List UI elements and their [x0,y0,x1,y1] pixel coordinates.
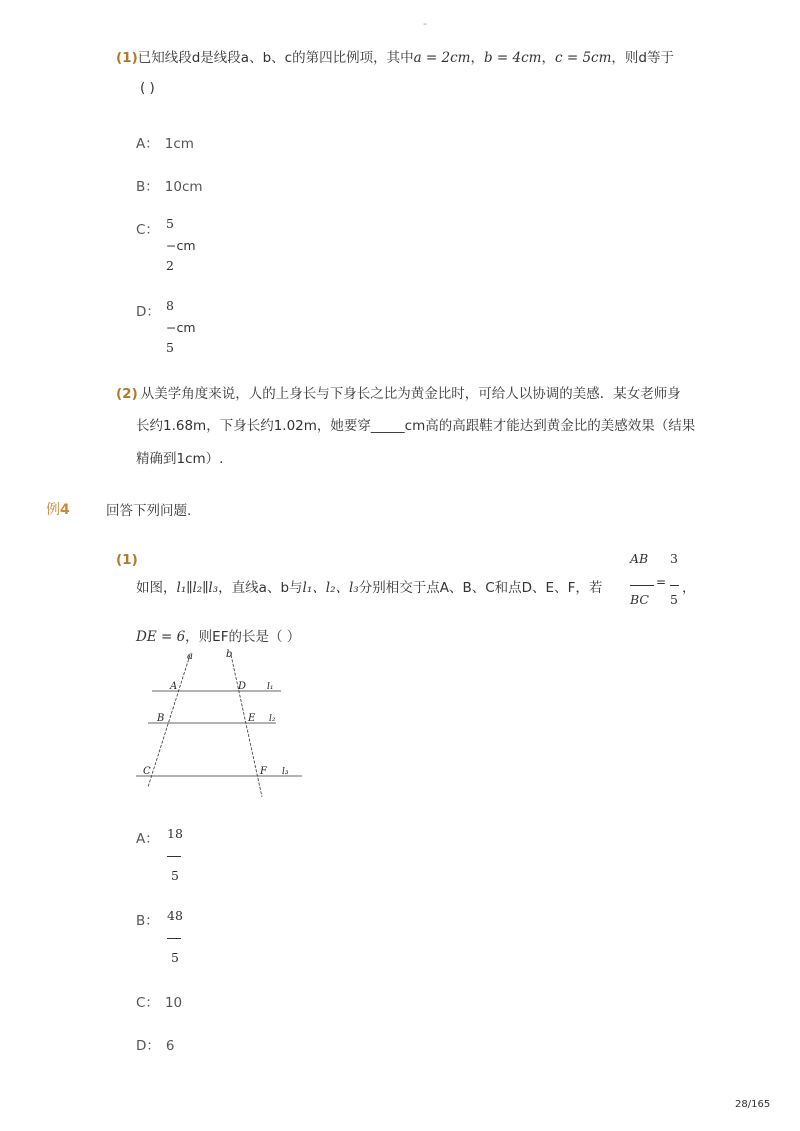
option-text: 10cm [164,179,203,195]
option-c[interactable] [136,991,182,1011]
example-question-line-2 [136,625,300,645]
fraction-numerator: 8 [166,298,174,313]
option-a[interactable] [136,132,194,152]
label-b: b [226,649,233,660]
label-A: A [170,681,178,692]
math-lines: l₁、l₂、l₃ [302,580,359,596]
fraction-bar [167,938,181,939]
question-2-line-3: 精确到1cm）. [136,451,224,467]
math-de: DE = 6 [136,629,186,645]
line-a [148,655,190,787]
fraction-unit: cm [176,238,196,253]
option-text: 1cm [164,136,194,152]
page-number: 28/165 [735,1099,771,1110]
math-a: a = 2cm [413,50,471,66]
option-label: C： [136,995,159,1011]
option-label: C： [136,222,159,238]
option-a[interactable] [136,827,159,847]
option-b[interactable] [136,909,159,929]
label-a: a [187,651,193,662]
fraction-numerator: AB [630,551,649,566]
example-title: 回答下列问题. [106,503,192,519]
fraction-numerator: 18 [167,826,183,841]
fraction-unit: cm [176,320,196,335]
option-d[interactable] [136,1034,175,1054]
fraction-numerator: 3 [670,551,678,566]
option-c[interactable] [136,218,159,238]
parallel-lines-figure [130,645,310,805]
math-c: c = 5cm [554,50,612,66]
fraction-denominator: 5 [171,950,179,965]
label-C: C [143,766,151,777]
answer-paren: ( ) [140,80,155,96]
header-mark: - [423,17,427,30]
fraction-denominator: 2 [166,258,174,273]
fraction-bar [167,856,181,857]
question-1-line [116,46,674,66]
option-text: 10 [164,995,183,1011]
option-d[interactable] [136,300,160,320]
fraction-numerator: 5 [166,216,174,231]
fraction-denominator: 5 [670,592,678,607]
separator: ， [470,50,484,66]
label-E: E [248,713,256,724]
option-label: B： [136,179,159,195]
question-text: 从美学角度来说，人的上身长与下身长之比为黄金比时，可给人以协调的美感．某女老师身 [140,386,681,402]
example-prefix: 例 [46,502,60,518]
label-F: F [260,766,267,777]
fraction-bar [630,585,654,586]
math-b: b = 4cm [483,50,542,66]
comma: ， [682,580,696,596]
example-label [46,499,70,519]
fraction-numerator: 48 [167,908,183,923]
option-label: D： [136,1038,160,1054]
question-text-end: ，则d等于 [611,50,674,66]
math-parallel: l₁∥l₂∥l₃ [176,580,219,596]
label-B: B [157,713,165,724]
question-number: (1) [116,552,138,568]
label-l2: l₂ [269,714,276,724]
fraction-bar: −cm [166,320,196,335]
option-label: A： [136,136,159,152]
option-text: 6 [165,1038,175,1054]
question-number: (1) [116,50,138,66]
question-2-line-1 [116,382,681,402]
question-text: 分别相交于点A、B、C和点D、E、F，若 [358,580,603,596]
option-b[interactable] [136,175,203,195]
fraction-denominator: BC [630,592,649,607]
option-label: B： [136,913,159,929]
option-label: A： [136,831,159,847]
label-D: D [238,681,247,692]
example-question-line-1 [136,576,602,596]
option-label: D： [136,304,160,320]
question-text: 已知线段d是线段a、b、c的第四比例项，其中 [137,50,414,66]
fraction-bar: −cm [166,238,196,253]
separator: ， [541,50,555,66]
equals-sign: = [656,575,667,589]
fraction-denominator: 5 [166,340,174,355]
question-number: (2) [116,386,138,402]
label-l1: l₁ [267,682,274,692]
label-l3: l₃ [282,767,289,777]
question-text: ，直线a、b与 [218,580,303,596]
example-number: 4 [60,502,70,518]
question-text: 如图， [136,580,177,596]
question-2-line-2: 长约1.68m，下身长约1.02m，她要穿_____cm高的高跟鞋才能达到黄金比的美感效果（结果 [136,418,696,434]
fraction-bar [670,585,679,586]
question-text: ，则EF的长是（ ） [185,629,301,645]
fraction-denominator: 5 [171,868,179,883]
